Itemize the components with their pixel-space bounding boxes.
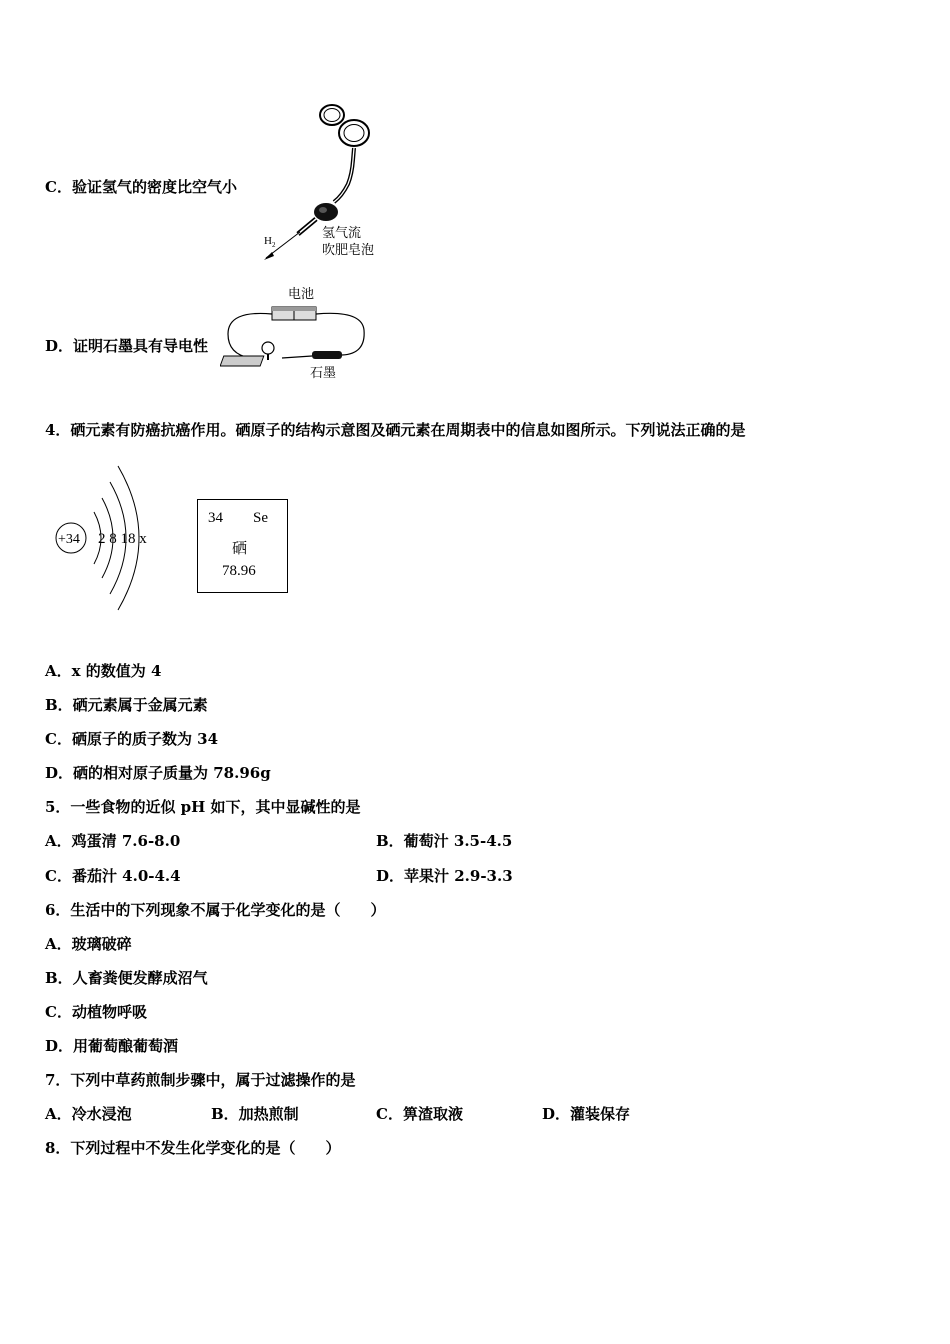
q6-stem: 6．生活中的下列现象不属于化学变化的是（ ） [45,901,386,919]
q4-option-d: D．硒的相对原子质量为 78.96g [45,764,271,782]
graphite-circuit-figure [220,284,370,382]
circuit-wire [228,313,272,358]
stopper-icon [314,203,338,221]
graphite-label: 石墨 [310,366,337,381]
element-symbol: Se [253,510,268,526]
q4-option-a: A．x 的数值为 4 [45,662,162,680]
q4-option-b: B．硒元素属于金属元素 [45,696,208,714]
bulb-icon [262,342,274,354]
q5-option-c: C．番茄汁 4.0-4.4 [45,867,181,885]
q7-option-d: D．灌装保存 [542,1105,631,1123]
soap-bubble-apparatus-figure [258,98,388,264]
q7-option-a: A．冷水浸泡 [45,1105,132,1123]
periodic-table-cell [197,499,288,593]
q5-option-b: B．葡萄汁 3.5-4.5 [376,832,513,850]
nucleus-charge: +34 [58,532,80,547]
q3-option-c: C．验证氢气的密度比空气小 [45,178,237,196]
q3-option-d: D．证明石墨具有导电性 [45,337,209,355]
atomic-mass: 78.96 [222,563,256,579]
q7-option-c: C．箅渣取液 [376,1105,463,1123]
svg-text:2: 2 [272,241,276,249]
graphite-rod-icon [312,351,342,359]
q6-option-d: D．用葡萄酿葡萄酒 [45,1037,179,1055]
atomic-number: 34 [208,510,223,526]
q8-stem: 8．下列过程中不发生化学变化的是（ ） [45,1139,341,1157]
q4-stem: 4．硒元素有防癌抗癌作用。硒原子的结构示意图及硒元素在周期表中的信息如图所示。下列说法正确的是 [45,421,746,439]
q6-option-c: C．动植物呼吸 [45,1003,147,1021]
blow-bubble-label: 吹肥皂泡 [322,243,375,258]
q5-option-a: A．鸡蛋清 7.6-8.0 [45,832,181,850]
bulb-base-icon [220,356,264,366]
hydrogen-flow-label: 氢气流 [322,226,362,241]
q4-option-c: C．硒原子的质子数为 34 [45,730,219,748]
h2-label: H [264,235,272,247]
selenium-atom-structure-diagram [50,460,170,612]
q7-stem: 7．下列中草药煎制步骤中，属于过滤操作的是 [45,1071,356,1089]
electron-shell-counts: 2 8 18 x [98,531,147,547]
q6-option-b: B．人畜粪便发酵成沼气 [45,969,208,987]
q5-stem: 5．一些食物的近似 pH 如下，其中显碱性的是 [45,798,361,816]
battery-label: 电池 [288,287,315,302]
element-name: 硒 [232,539,248,557]
q6-option-a: A．玻璃破碎 [45,935,132,953]
q7-option-b: B．加热煎制 [211,1105,299,1123]
q5-option-d: D．苹果汁 2.9-3.3 [376,867,513,885]
